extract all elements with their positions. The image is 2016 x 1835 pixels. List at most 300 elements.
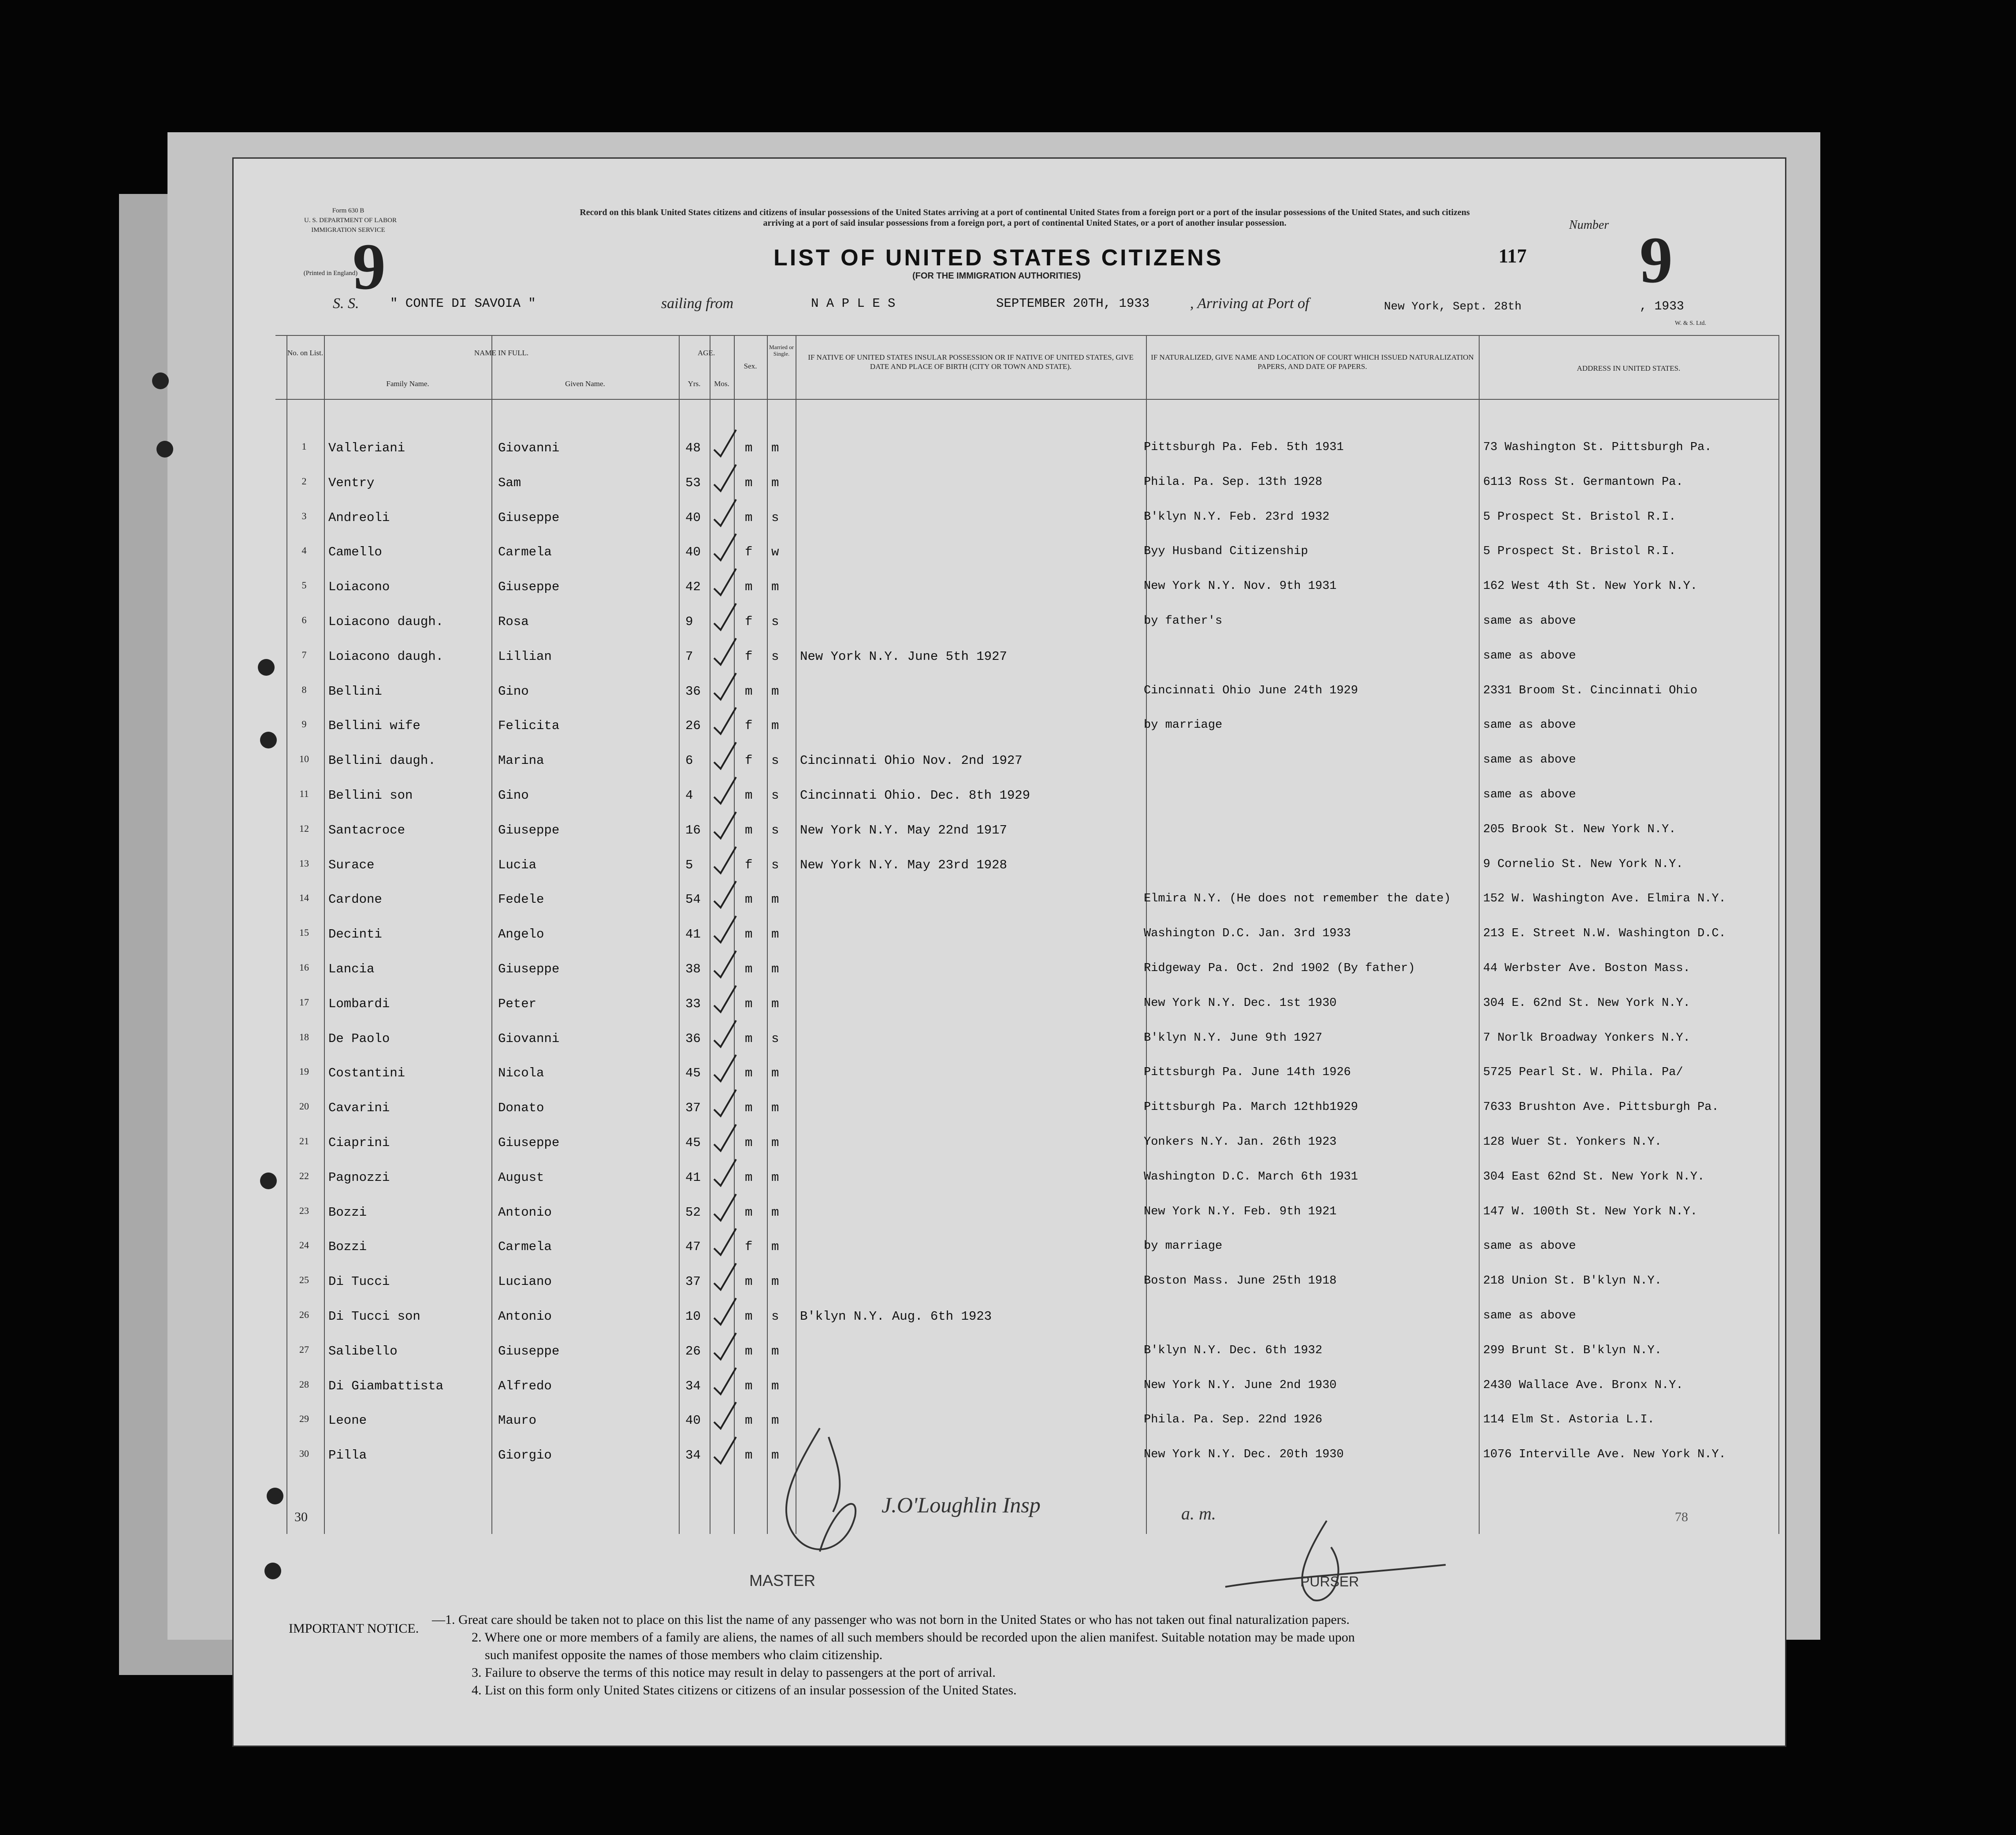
family-name: Decinti xyxy=(328,927,382,942)
table-row xyxy=(0,1066,2016,1101)
address: 7 Norlk Broadway Yonkers N.Y. xyxy=(1483,1031,1690,1045)
row-number: 16 xyxy=(299,962,309,973)
sex: f xyxy=(745,614,753,629)
table-row xyxy=(0,580,2016,615)
age-years: 47 xyxy=(685,1239,701,1254)
row-number: 15 xyxy=(299,927,309,938)
table-top-rule xyxy=(275,335,1778,336)
age-years: 26 xyxy=(685,718,701,733)
sex: m xyxy=(745,1205,753,1220)
sex: m xyxy=(745,1135,753,1150)
given-name: Giovanni xyxy=(498,441,560,455)
marital-status: m xyxy=(771,1378,779,1393)
naturalization: B'klyn N.Y. June 9th 1927 xyxy=(1144,1031,1323,1045)
check-mark-icon xyxy=(712,705,738,736)
check-mark-icon xyxy=(712,740,738,771)
naturalization: Pittsburgh Pa. June 14th 1926 xyxy=(1144,1066,1351,1079)
age-years: 54 xyxy=(685,892,701,907)
family-name: Cavarini xyxy=(328,1101,390,1116)
check-mark-icon xyxy=(712,601,738,632)
row-number: 21 xyxy=(299,1135,309,1146)
check-mark-icon xyxy=(712,949,738,979)
sex: m xyxy=(745,1101,753,1116)
check-mark-icon xyxy=(712,879,738,910)
sex: m xyxy=(745,892,753,907)
address: same as above xyxy=(1483,614,1576,628)
given-name: Nicola xyxy=(498,1066,544,1081)
marital-status: s xyxy=(771,788,779,803)
check-mark-icon xyxy=(712,1261,738,1292)
number-label: Number xyxy=(1569,218,1609,232)
notice-item-2-cont: such manifest opposite the names of those members who claim citizenship. xyxy=(485,1648,883,1662)
check-mark-icon xyxy=(712,636,738,667)
family-name: Loiacono daugh. xyxy=(328,614,444,629)
sex: m xyxy=(745,1031,753,1046)
address: same as above xyxy=(1483,718,1576,732)
birthplace-date: B'klyn N.Y. Aug. 6th 1923 xyxy=(800,1309,992,1324)
given-name: Alfredo xyxy=(498,1378,552,1393)
given-name: Luciano xyxy=(498,1274,552,1289)
naturalization: Phila. Pa. Sep. 13th 1928 xyxy=(1144,475,1323,489)
check-mark-icon xyxy=(712,428,738,458)
marital-status: s xyxy=(771,823,779,837)
given-name: Angelo xyxy=(498,927,544,942)
service: IMMIGRATION SERVICE xyxy=(311,227,385,234)
birthplace-date: New York N.Y. May 23rd 1928 xyxy=(800,857,1007,872)
binder-hole xyxy=(152,372,169,389)
sex: m xyxy=(745,996,753,1011)
given-name: Mauro xyxy=(498,1413,537,1428)
address: 162 West 4th St. New York N.Y. xyxy=(1483,580,1698,593)
check-mark-icon xyxy=(712,810,738,841)
naturalization: New York N.Y. Dec. 20th 1930 xyxy=(1144,1448,1344,1462)
naturalization: New York N.Y. June 2nd 1930 xyxy=(1144,1378,1337,1392)
age-years: 40 xyxy=(685,510,701,525)
age-years: 42 xyxy=(685,580,701,595)
marital-status: s xyxy=(771,649,779,664)
given-name: Lucia xyxy=(498,857,537,872)
sex: m xyxy=(745,962,753,976)
address: 213 E. Street N.W. Washington D.C. xyxy=(1483,927,1726,941)
sheet-number: 117 xyxy=(1499,245,1527,267)
marital-status: s xyxy=(771,753,779,768)
row-number: 7 xyxy=(301,649,307,660)
sex: m xyxy=(745,1378,753,1393)
row-number: 2 xyxy=(301,475,307,487)
arriving-label: , Arriving at Port of xyxy=(1190,295,1309,312)
birthplace-date: Cincinnati Ohio. Dec. 8th 1929 xyxy=(800,788,1030,803)
age-years: 26 xyxy=(685,1344,701,1359)
address: 73 Washington St. Pittsburgh Pa. xyxy=(1483,441,1712,454)
header-name-in-full: NAME IN FULL. xyxy=(474,349,529,357)
sex: m xyxy=(745,1448,753,1463)
department: U. S. DEPARTMENT OF LABOR xyxy=(304,217,397,224)
table-row xyxy=(0,1031,2016,1067)
check-mark-icon xyxy=(712,914,738,945)
marital-status: m xyxy=(771,475,779,490)
age-years: 52 xyxy=(685,1205,701,1220)
table-row xyxy=(0,823,2016,858)
age-years: 5 xyxy=(685,857,693,872)
row-number: 27 xyxy=(299,1344,309,1355)
header-given-name: Given Name. xyxy=(565,380,605,388)
family-name: Pilla xyxy=(328,1448,367,1463)
sex: f xyxy=(745,649,753,664)
naturalization: Yonkers N.Y. Jan. 26th 1923 xyxy=(1144,1135,1337,1149)
table-row xyxy=(0,962,2016,997)
sex: m xyxy=(745,580,753,595)
check-mark-icon xyxy=(712,1400,738,1431)
age-years: 36 xyxy=(685,684,701,699)
given-name: Giuseppe xyxy=(498,962,560,976)
master-signature xyxy=(767,1419,864,1569)
marital-status: m xyxy=(771,1170,779,1185)
row-number: 22 xyxy=(299,1170,309,1181)
binder-hole xyxy=(267,1488,283,1504)
family-name: Bellini daugh. xyxy=(328,753,436,768)
header-months: Mos. xyxy=(714,380,729,388)
row-number: 23 xyxy=(299,1205,309,1216)
given-name: Peter xyxy=(498,996,537,1011)
family-name: De Paolo xyxy=(328,1031,390,1046)
given-name: Antonio xyxy=(498,1309,552,1324)
sex: m xyxy=(745,1066,753,1081)
check-mark-icon xyxy=(712,671,738,702)
sex: f xyxy=(745,753,753,768)
total-count: 30 xyxy=(294,1510,308,1524)
address: 218 Union St. B'klyn N.Y. xyxy=(1483,1274,1662,1288)
notice-item-3: 3. Failure to observe the terms of this notice may result in delay to passengers at the port of arrival. xyxy=(472,1665,996,1680)
row-number: 10 xyxy=(299,753,309,765)
given-name: Giuseppe xyxy=(498,580,560,595)
row-number: 3 xyxy=(301,510,307,521)
table-row xyxy=(0,1379,2016,1414)
sex: m xyxy=(745,441,753,455)
age-years: 4 xyxy=(685,788,693,803)
sex: m xyxy=(745,1413,753,1428)
family-name: Camello xyxy=(328,545,382,560)
check-mark-icon xyxy=(712,1296,738,1327)
given-name: Fedele xyxy=(498,892,544,907)
address: 304 East 62nd St. New York N.Y. xyxy=(1483,1170,1705,1184)
age-years: 16 xyxy=(685,823,701,837)
header-years: Yrs. xyxy=(688,380,701,388)
family-name: Di Tucci xyxy=(328,1274,390,1289)
notice-item-4: 4. List on this form only United States citizens or citizens of an insular possession of the United States. xyxy=(472,1683,1017,1697)
row-number: 14 xyxy=(299,892,309,904)
age-years: 41 xyxy=(685,1170,701,1185)
given-name: Carmela xyxy=(498,545,552,560)
given-name: Giuseppe xyxy=(498,823,560,837)
header-no: No. on List. xyxy=(287,349,324,357)
given-name: Antonio xyxy=(498,1205,552,1220)
table-row xyxy=(0,1413,2016,1448)
address: 2430 Wallace Ave. Bronx N.Y. xyxy=(1483,1378,1683,1392)
given-name: Giovanni xyxy=(498,1031,560,1046)
sailing-label: sailing from xyxy=(661,295,734,312)
marital-status: w xyxy=(771,545,779,560)
printer-mark: W. & S. Ltd. xyxy=(1675,320,1707,327)
naturalization: by marriage xyxy=(1144,1239,1223,1253)
page-title: LIST OF UNITED STATES CITIZENS xyxy=(774,245,1224,271)
header-sex: Sex. xyxy=(744,362,757,370)
age-years: 6 xyxy=(685,753,693,768)
row-number: 19 xyxy=(299,1066,309,1077)
row-number: 4 xyxy=(301,545,307,556)
family-name: Di Giambattista xyxy=(328,1378,444,1393)
address: 7633 Brushton Ave. Pittsburgh Pa. xyxy=(1483,1101,1719,1114)
address: 44 Werbster Ave. Boston Mass. xyxy=(1483,962,1690,975)
family-name: Bellini son xyxy=(328,788,413,803)
row-number: 29 xyxy=(299,1413,309,1425)
printed-in: (Printed in England) xyxy=(303,270,358,277)
birthplace-date: Cincinnati Ohio Nov. 2nd 1927 xyxy=(800,753,1023,768)
inspector-signature: J.O'Loughlin Insp xyxy=(882,1493,1041,1517)
table-row xyxy=(0,649,2016,685)
purser-label: PURSER xyxy=(1300,1574,1359,1589)
arrival-year: , 1933 xyxy=(1640,300,1684,313)
family-name: Ventry xyxy=(328,475,375,490)
family-name: Lombardi xyxy=(328,996,390,1011)
address: 299 Brunt St. B'klyn N.Y. xyxy=(1483,1344,1662,1357)
row-number: 5 xyxy=(301,580,307,591)
given-name: Gino xyxy=(498,684,529,699)
naturalization: B'klyn N.Y. Dec. 6th 1932 xyxy=(1144,1344,1323,1357)
given-name: Giuseppe xyxy=(498,1135,560,1150)
check-mark-icon xyxy=(712,1087,738,1118)
table-row xyxy=(0,1448,2016,1483)
age-years: 45 xyxy=(685,1135,701,1150)
marital-status: m xyxy=(771,1135,779,1150)
check-mark-icon xyxy=(712,497,738,528)
row-number: 13 xyxy=(299,857,309,869)
check-mark-icon xyxy=(712,532,738,562)
age-years: 38 xyxy=(685,962,701,976)
family-name: Bellini xyxy=(328,684,382,699)
age-years: 53 xyxy=(685,475,701,490)
row-number: 28 xyxy=(299,1378,309,1390)
list-number-left: 9 xyxy=(353,230,386,303)
address: same as above xyxy=(1483,649,1576,663)
master-label: MASTER xyxy=(749,1571,816,1589)
marital-status: s xyxy=(771,614,779,629)
naturalization: B'klyn N.Y. Feb. 23rd 1932 xyxy=(1144,510,1330,524)
table-row xyxy=(0,927,2016,962)
family-name: Loiacono xyxy=(328,580,390,595)
row-number: 26 xyxy=(299,1309,309,1320)
table-row xyxy=(0,997,2016,1032)
sex: m xyxy=(745,1344,753,1359)
ss-label: S. S. xyxy=(333,295,359,312)
marital-status: m xyxy=(771,1344,779,1359)
marital-status: m xyxy=(771,1274,779,1289)
family-name: Cardone xyxy=(328,892,382,907)
address: 114 Elm St. Astoria L.I. xyxy=(1483,1413,1655,1427)
address: 1076 Interville Ave. New York N.Y. xyxy=(1483,1448,1726,1462)
table-row xyxy=(0,1101,2016,1136)
header-family-name: Family Name. xyxy=(386,380,429,388)
family-name: Costantini xyxy=(328,1066,405,1081)
header-address: ADDRESS IN UNITED STATES. xyxy=(1577,364,1681,372)
given-name: Gino xyxy=(498,788,529,803)
given-name: Giorgio xyxy=(498,1448,552,1463)
sex: m xyxy=(745,684,753,699)
header-naturalized: IF NATURALIZED, GIVE NAME AND LOCATION OF COURT WHICH ISSUED NATURALIZATION PAPERS, AND DATE OF PAPERS. xyxy=(1151,353,1474,371)
given-name: Donato xyxy=(498,1101,544,1116)
age-years: 34 xyxy=(685,1378,701,1393)
sex: f xyxy=(745,857,753,872)
naturalization: Elmira N.Y. (He does not remember the date) xyxy=(1144,892,1451,906)
sex: m xyxy=(745,510,753,525)
check-mark-icon xyxy=(712,1122,738,1153)
family-name: Salibello xyxy=(328,1344,398,1359)
table-header-rule xyxy=(275,399,1778,400)
check-mark-icon xyxy=(712,775,738,806)
sex: f xyxy=(745,1239,753,1254)
address: 5725 Pearl St. W. Phila. Pa/ xyxy=(1483,1066,1683,1079)
address: 147 W. 100th St. New York N.Y. xyxy=(1483,1205,1698,1218)
address: same as above xyxy=(1483,788,1576,801)
family-name: Santacroce xyxy=(328,823,405,837)
address: 9 Cornelio St. New York N.Y. xyxy=(1483,857,1683,871)
check-mark-icon xyxy=(712,1331,738,1362)
naturalization: Cincinnati Ohio June 24th 1929 xyxy=(1144,684,1358,697)
port-of-departure: N A P L E S xyxy=(811,296,896,311)
table-row xyxy=(0,510,2016,546)
row-number: 17 xyxy=(299,996,309,1008)
table-row xyxy=(0,858,2016,893)
marital-status: m xyxy=(771,1205,779,1220)
ship-name: " CONTE DI SAVOIA " xyxy=(390,296,536,311)
age-years: 37 xyxy=(685,1101,701,1116)
address: same as above xyxy=(1483,753,1576,767)
family-name: Ciaprini xyxy=(328,1135,390,1150)
age-years: 40 xyxy=(685,1413,701,1428)
marital-status: m xyxy=(771,1448,779,1463)
naturalization: by marriage xyxy=(1144,718,1223,732)
sex: m xyxy=(745,1170,753,1185)
naturalization: Pittsburgh Pa. March 12thb1929 xyxy=(1144,1101,1358,1114)
age-years: 7 xyxy=(685,649,693,664)
header-age: AGE. xyxy=(697,349,715,357)
row-number: 6 xyxy=(301,614,307,625)
check-mark-icon xyxy=(712,1192,738,1223)
address: 5 Prospect St. Bristol R.I. xyxy=(1483,510,1676,524)
table-row xyxy=(0,718,2016,754)
given-name: Sam xyxy=(498,475,521,490)
naturalization: Boston Mass. June 25th 1918 xyxy=(1144,1274,1337,1288)
table-row xyxy=(0,1344,2016,1379)
address: 152 W. Washington Ave. Elmira N.Y. xyxy=(1483,892,1726,906)
naturalization: New York N.Y. Nov. 9th 1931 xyxy=(1144,580,1337,593)
table-row xyxy=(0,1239,2016,1275)
check-mark-icon xyxy=(712,1157,738,1188)
age-years: 34 xyxy=(685,1448,701,1463)
sex: m xyxy=(745,1309,753,1324)
table-row xyxy=(0,476,2016,511)
table-row xyxy=(0,1135,2016,1171)
table-row xyxy=(0,892,2016,927)
address: 128 Wuer St. Yonkers N.Y. xyxy=(1483,1135,1662,1149)
check-mark-icon xyxy=(712,1053,738,1083)
table-row xyxy=(0,753,2016,789)
marital-status: m xyxy=(771,441,779,455)
naturalization: by father's xyxy=(1144,614,1223,628)
sex: m xyxy=(745,788,753,803)
address: same as above xyxy=(1483,1309,1576,1322)
family-name: Bozzi xyxy=(328,1205,367,1220)
naturalization: New York N.Y. Dec. 1st 1930 xyxy=(1144,996,1337,1010)
address: same as above xyxy=(1483,1239,1576,1253)
marital-status: s xyxy=(771,510,779,525)
address: 205 Brook St. New York N.Y. xyxy=(1483,823,1676,836)
notice-item-1: —1. Great care should be taken not to place on this list the name of any passenger who was not born in the United States or who has not taken out final naturalization papers. xyxy=(432,1612,1350,1627)
age-years: 41 xyxy=(685,927,701,942)
marital-status: m xyxy=(771,580,779,595)
marital-status: m xyxy=(771,927,779,942)
purser-signature xyxy=(1216,1512,1454,1609)
age-years: 36 xyxy=(685,1031,701,1046)
sex: m xyxy=(745,475,753,490)
marital-status: m xyxy=(771,1101,779,1116)
marital-status: m xyxy=(771,1239,779,1254)
naturalization: Phila. Pa. Sep. 22nd 1926 xyxy=(1144,1413,1323,1427)
row-number: 20 xyxy=(299,1101,309,1112)
family-name: Bellini wife xyxy=(328,718,420,733)
departure-date: SEPTEMBER 20TH, 1933 xyxy=(996,296,1150,311)
check-mark-icon xyxy=(712,566,738,597)
form-number: Form 630 B xyxy=(332,207,365,214)
table-row xyxy=(0,684,2016,719)
sex: m xyxy=(745,927,753,942)
table-row xyxy=(0,1309,2016,1344)
given-name: Lillian xyxy=(498,649,552,664)
given-name: Felicita xyxy=(498,718,560,733)
table-row xyxy=(0,1274,2016,1310)
list-number-right: 9 xyxy=(1640,223,1673,297)
given-name: Marina xyxy=(498,753,544,768)
check-mark-icon xyxy=(712,1226,738,1257)
table-row xyxy=(0,1170,2016,1206)
naturalization: Washington D.C. Jan. 3rd 1933 xyxy=(1144,927,1351,941)
check-mark-icon xyxy=(712,462,738,493)
check-mark-icon xyxy=(712,1366,738,1396)
marital-status: m xyxy=(771,684,779,699)
table-row xyxy=(0,788,2016,823)
naturalization: Pittsburgh Pa. Feb. 5th 1931 xyxy=(1144,441,1344,454)
page-subtitle: (FOR THE IMMIGRATION AUTHORITIES) xyxy=(912,271,1081,281)
family-name: Lancia xyxy=(328,962,375,976)
table-row xyxy=(0,614,2016,650)
age-years: 9 xyxy=(685,614,693,629)
address: 6113 Ross St. Germantown Pa. xyxy=(1483,475,1683,489)
header-married-single: Married or Single. xyxy=(769,344,794,357)
row-number: 30 xyxy=(299,1448,309,1459)
sex: f xyxy=(745,718,753,733)
row-number: 24 xyxy=(299,1239,309,1251)
marital-status: m xyxy=(771,892,779,907)
header-native-birth: IF NATIVE OF UNITED STATES INSULAR POSSESSION OR IF NATIVE OF UNITED STATES, GIVE DATE AND PLACE OF BIRTH (CITY OR TOWN AND STATE). xyxy=(808,353,1134,371)
check-mark-icon xyxy=(712,1018,738,1049)
naturalization: Ridgeway Pa. Oct. 2nd 1902 (By father) xyxy=(1144,962,1415,975)
given-name: August xyxy=(498,1170,544,1185)
check-mark-icon xyxy=(712,983,738,1014)
given-name: Giuseppe xyxy=(498,1344,560,1359)
age-years: 48 xyxy=(685,441,701,455)
age-years: 37 xyxy=(685,1274,701,1289)
family-name: Pagnozzi xyxy=(328,1170,390,1185)
family-name: Bozzi xyxy=(328,1239,367,1254)
